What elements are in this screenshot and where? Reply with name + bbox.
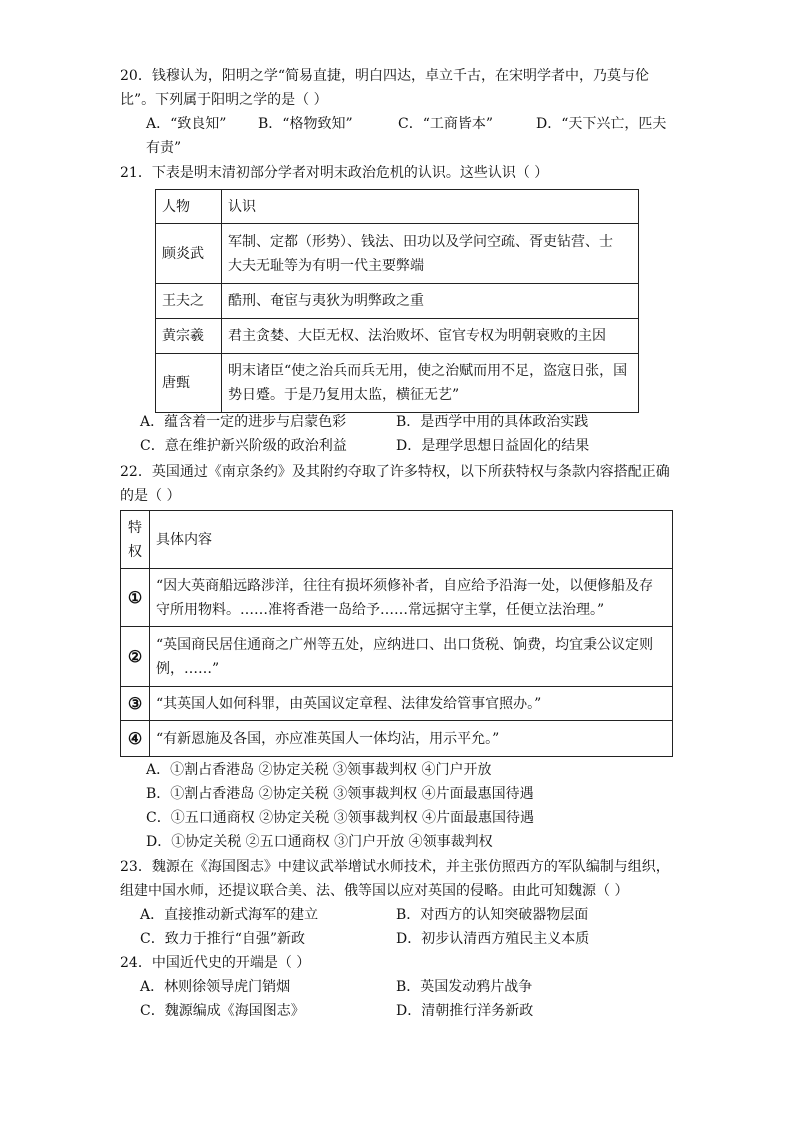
q22-option-b[interactable]: B．①割占香港岛 ②协定关税 ③领事裁判权 ④片面最惠国待遇 bbox=[146, 786, 534, 802]
q20-option-d[interactable]: D．“天下兴亡，匹夫 bbox=[536, 116, 667, 132]
q23-stem-line2: 组建中国水师，还提议联合美、法、俄等国以应对英国的侵略。由此可知魏源（ ） bbox=[120, 883, 629, 899]
q20-option-a[interactable]: A．“致良知” bbox=[146, 116, 227, 132]
q22-option-a[interactable]: A．①割占香港岛 ②协定关税 ③领事裁判权 ④门户开放 bbox=[146, 762, 492, 778]
q22-row-number: ① bbox=[121, 569, 150, 627]
q21-option-b[interactable]: B．是西学中用的具体政治实践 bbox=[396, 414, 589, 430]
q22-option-c[interactable]: C．①五口通商权 ②协定关税 ③领事裁判权 ④片面最惠国待遇 bbox=[146, 810, 535, 826]
q21-table bbox=[155, 189, 639, 413]
q20-option-d-continued: 有责” bbox=[146, 140, 182, 156]
q21-option-d[interactable]: D．是理学思想日益固化的结果 bbox=[396, 438, 590, 454]
q21-person: 黄宗羲 bbox=[156, 319, 222, 354]
q21-view: 酷刑、奄宦与夷狄为明弊政之重 bbox=[222, 284, 639, 319]
q24-stem: 24．中国近代史的开端是（ ） bbox=[120, 955, 311, 971]
q21-person: 唐甄 bbox=[156, 354, 222, 413]
table-row bbox=[156, 284, 639, 319]
table-row bbox=[156, 224, 639, 284]
table-row bbox=[121, 721, 673, 757]
q21-view: 明末诸臣“使之治兵而兵无用，使之治赋而用不足，盗寇日张，国 势日蹙。于是乃复用太监，横征无艺” bbox=[222, 354, 639, 413]
q21-header-person: 人物 bbox=[156, 190, 222, 224]
q22-row-number: ③ bbox=[121, 687, 150, 721]
q23-stem-line1: 23．魏源在《海国图志》中建议武举增试水师技术，并主张仿照西方的军队编制与组织， bbox=[120, 859, 670, 875]
q22-stem-line1: 22．英国通过《南京条约》及其附约夺取了许多特权，以下所获特权与条款内容搭配正确 bbox=[120, 464, 670, 480]
q22-header-privilege: 特 权 bbox=[121, 511, 150, 569]
q23-option-d[interactable]: D．初步认清西方殖民主义本质 bbox=[396, 931, 590, 947]
q24-option-c[interactable]: C．魏源编成《海国图志》 bbox=[140, 1003, 305, 1019]
table-row bbox=[121, 569, 673, 627]
table-row bbox=[121, 687, 673, 721]
q20-stem-line1: 20．钱穆认为，阳明之学“简易直捷，明白四达，卓立千古，在宋明学者中，乃莫与伦 bbox=[120, 68, 649, 84]
q22-row-number: ② bbox=[121, 627, 150, 687]
q22-table bbox=[120, 510, 673, 757]
q21-view: 军制、定都（形势）、钱法、田功以及学问空疏、胥吏钻营、士 大夫无耻等为有明一代主要弊端 bbox=[222, 224, 639, 284]
q22-stem-line2: 的是（ ） bbox=[120, 488, 181, 504]
q22-option-d[interactable]: D．①协定关税 ②五口通商权 ③门户开放 ④领事裁判权 bbox=[146, 834, 493, 850]
table-row bbox=[121, 627, 673, 687]
q21-person: 王夫之 bbox=[156, 284, 222, 319]
q24-option-d[interactable]: D．清朝推行洋务新政 bbox=[396, 1003, 534, 1019]
q22-row-content: “因大英商船远路涉洋，往往有损坏须修补者，自应给予沿海一处，以便修船及存 守所用物料。……准将香港一岛给予……常远据守主掌，任便立法治理。” bbox=[150, 569, 673, 627]
q22-row-number: ④ bbox=[121, 721, 150, 757]
q22-header-content: 具体内容 bbox=[150, 511, 673, 569]
table-row bbox=[156, 319, 639, 354]
q24-option-b[interactable]: B．英国发动鸦片战争 bbox=[396, 979, 533, 995]
q21-option-c[interactable]: C．意在维护新兴阶级的政治利益 bbox=[140, 438, 347, 454]
q20-option-b[interactable]: B．“格物致知” bbox=[258, 116, 353, 132]
q23-option-b[interactable]: B．对西方的认知突破器物层面 bbox=[396, 907, 589, 923]
q21-option-a[interactable]: A．蕴含着一定的进步与启蒙色彩 bbox=[140, 414, 347, 430]
q22-row-content: “有新恩施及各国，亦应准英国人一体均沾，用示平允。” bbox=[150, 721, 673, 757]
q20-option-c[interactable]: C．“工商皆本” bbox=[398, 116, 494, 132]
q21-stem: 21．下表是明末清初部分学者对明末政治危机的认识。这些认识（ ） bbox=[120, 165, 549, 181]
table-row bbox=[156, 354, 639, 413]
q22-row-content: “英国商民居住通商之广州等五处，应纳进口、出口货税、饷费，均宜秉公议定则 例，……” bbox=[150, 627, 673, 687]
q21-person: 顾炎武 bbox=[156, 224, 222, 284]
q24-option-a[interactable]: A．林则徐领导虎门销烟 bbox=[140, 979, 291, 995]
q20-stem-line2: 比”。下列属于阳明之学的是（ ） bbox=[120, 92, 328, 108]
q23-option-a[interactable]: A．直接推动新式海军的建立 bbox=[140, 907, 319, 923]
q23-option-c[interactable]: C．致力于推行“自强”新政 bbox=[140, 931, 306, 947]
q21-view: 君主贪婪、大臣无权、法治败坏、宦官专权为明朝衰败的主因 bbox=[222, 319, 639, 354]
q22-row-content: “其英国人如何科罪，由英国议定章程、法律发给管事官照办。” bbox=[150, 687, 673, 721]
q21-header-view: 认识 bbox=[222, 190, 639, 224]
